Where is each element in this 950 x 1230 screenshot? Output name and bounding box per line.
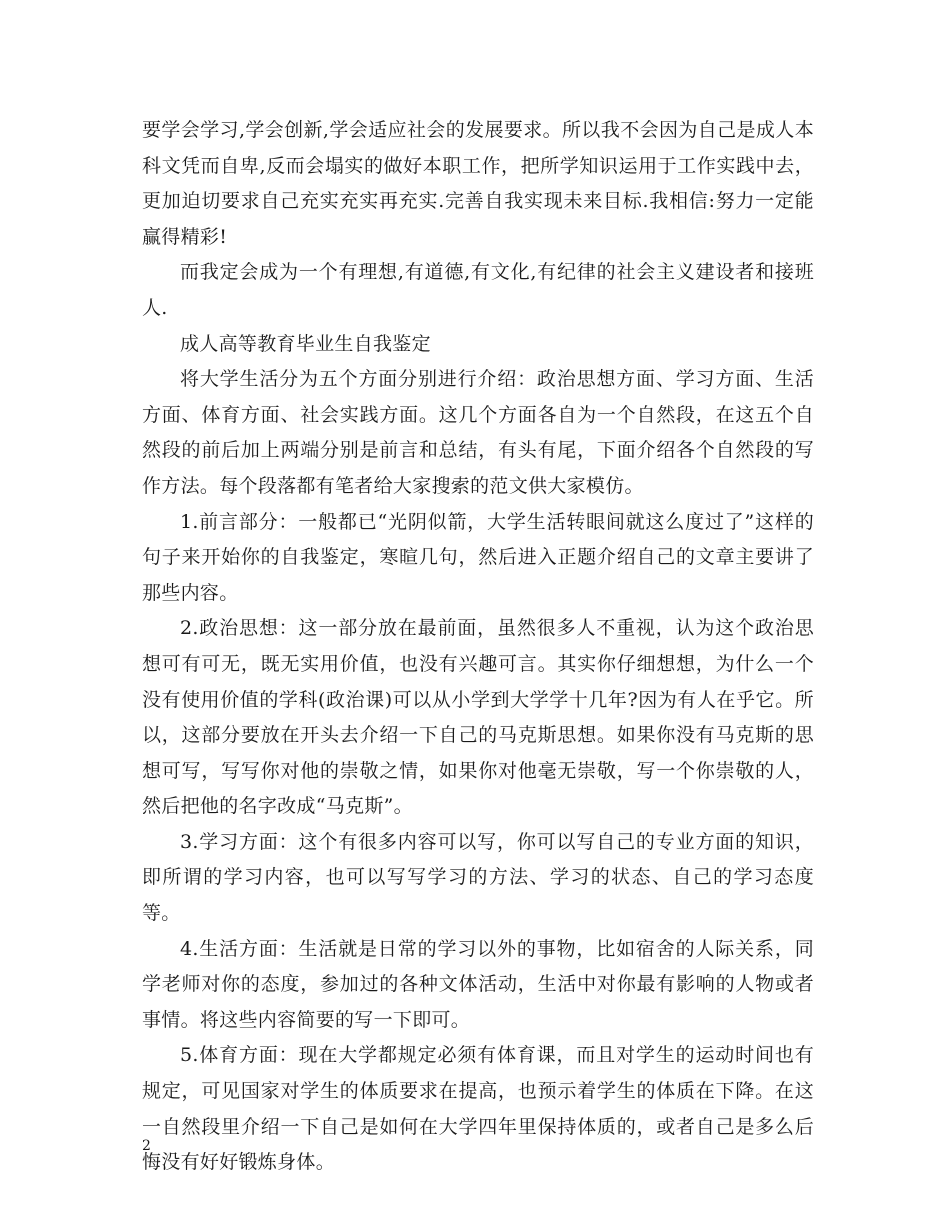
paragraph-sports: 5.体育方面：现在大学都规定必须有体育课，而且对学生的运动时间也有规定，可见国家对学生的体质要求在提高，也预示着学生的体质在下降。在这一自然段里介绍一下自己是如何在大学四年里保持体质的，或者自己是多么后悔没有好好锻炼身体。 (142, 1044, 814, 1174)
paragraph-preface: 1.前言部分：一般都已“光阴似箭，大学生活转眼间就这么度过了”这样的句子来开始你的自我鉴定，寒暄几句，然后进入正题介绍自己的文章主要讲了那些内容。 (142, 510, 814, 604)
page-number: 2 (142, 1138, 151, 1154)
section-heading: 成人高等教育毕业生自我鉴定 (180, 332, 431, 355)
paragraph-politics: 2.政治思想：这一部分放在最前面，虽然很多人不重视，认为这个政治思想可有可无，既无实用价值，也没有兴趣可言。其实你仔细想想，为什么一个没有使用价值的学科(政治课)可以从小学到大学学十几年?因为有人在乎它。所以，这部分要放在开头去介绍一下自己的马克斯思想。如果你没有马克斯的思想可写，写写你对他的崇敬之情，如果你对他毫无崇敬，写一个你崇敬的人，然后把他的名字改成“马克斯”。 (142, 617, 814, 818)
paragraph-life: 4.生活方面：生活就是日常的学习以外的事物，比如宿舍的人际关系，同学老师对你的态度，参加过的各种文体活动，生活中对你最有影响的人物或者事情。将这些内容简要的写一下即可。 (142, 937, 814, 1031)
document-body (142, 113, 814, 1181)
paragraph-overview: 将大学生活分为五个方面分别进行介绍：政治思想方面、学习方面、生活方面、体育方面、社会实践方面。这几个方面各自为一个自然段，在这五个自然段的前后加上两端分别是前言和总结，有头有尾，下面介绍各个自然段的写作方法。每个段落都有笔者给大家搜索的范文供大家模仿。 (142, 368, 814, 497)
paragraph-ideal: 而我定会成为一个有理想,有道德,有文化,有纪律的社会主义建设者和接班人. (142, 261, 814, 319)
paragraph-study: 3.学习方面：这个有很多内容可以写，你可以写自己的专业方面的知识，即所谓的学习内容，也可以写写学习的方法、学习的状态、自己的学习态度等。 (142, 830, 814, 925)
paragraph-continuation: 要学会学习,学会创新,学会适应社会的发展要求。所以我不会因为自己是成人本科文凭而自卑,反而会塌实的做好本职工作，把所学知识运用于工作实践中去，更加迫切要求自己充实充实再充实.完善自我实现未来目标.我相信:努力一定能赢得精彩! (142, 119, 814, 248)
